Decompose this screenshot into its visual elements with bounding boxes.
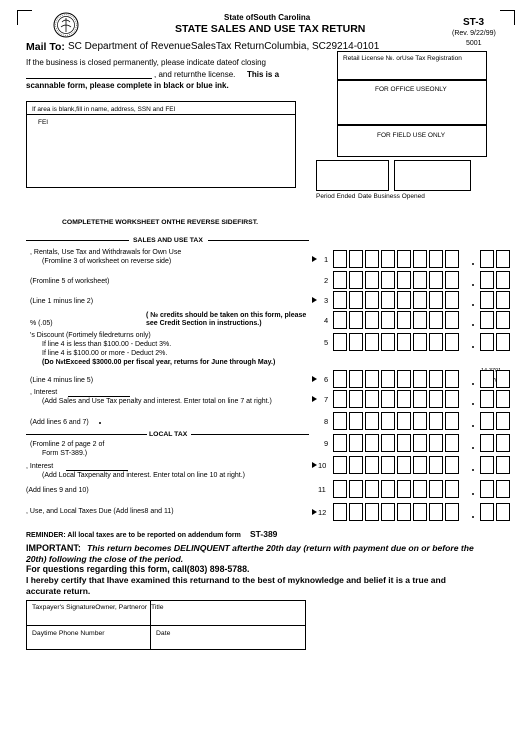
- digit-cell[interactable]: [480, 333, 494, 351]
- local-rule-left: [26, 434, 147, 435]
- line5-sub2: If line 4 is $100.00 or more - Deduct 2%.: [42, 350, 168, 357]
- line12-decimal-point: [472, 516, 474, 518]
- address-box-divider: [26, 114, 296, 115]
- digit-cell[interactable]: [381, 412, 395, 430]
- line7-sub: (Add Sales and Use Tax penalty and interest. Enter total on line 7 at right.): [42, 398, 272, 405]
- line7-decimal-point: [472, 403, 474, 405]
- line5-sub3: (Do №tExceed $3000.00 per fiscal year, returns for June through May.): [42, 359, 276, 366]
- digit-cell[interactable]: [480, 390, 494, 408]
- digit-cell[interactable]: [381, 434, 395, 452]
- phone-label: Daytime Phone Number: [32, 630, 105, 637]
- digit-cell[interactable]: [445, 333, 459, 351]
- digit-cell[interactable]: [365, 412, 379, 430]
- digit-cell[interactable]: [445, 271, 459, 289]
- line1-number: 1: [324, 255, 329, 264]
- line4-decimal-point: [472, 324, 474, 326]
- line10-dollars-field[interactable]: [333, 456, 461, 474]
- period-ended-label: Period Ended: [316, 193, 356, 200]
- digit-cell[interactable]: [349, 456, 363, 474]
- line8-bullet: [99, 422, 101, 424]
- local-rule-right: [191, 434, 309, 435]
- line4-note1: ( № credits should be taken on this form, please: [146, 312, 307, 319]
- digit-cell[interactable]: [349, 271, 363, 289]
- digit-cell[interactable]: [381, 311, 395, 329]
- line9-text: (Fromline 2 of page 2 of: [30, 441, 105, 448]
- digit-cell[interactable]: [397, 434, 411, 452]
- digit-cell[interactable]: [413, 434, 427, 452]
- line4-dollars-field[interactable]: [333, 311, 461, 329]
- digit-cell[interactable]: [480, 412, 494, 430]
- line6-cents-field[interactable]: [480, 370, 512, 388]
- line10-number: 10: [318, 461, 327, 470]
- line7-text: , Interest: [30, 389, 58, 396]
- digit-cell[interactable]: [496, 291, 510, 309]
- field-use-label: FOR FIELD USE ONLY: [377, 132, 446, 139]
- sales-use-heading: SALES AND USE TAX: [133, 237, 203, 244]
- digit-cell[interactable]: [413, 412, 427, 430]
- digit-cell[interactable]: [349, 390, 363, 408]
- digit-cell[interactable]: [349, 291, 363, 309]
- digit-cell[interactable]: [445, 311, 459, 329]
- digit-cell[interactable]: [333, 480, 347, 498]
- line3-cents-field[interactable]: [480, 291, 512, 309]
- digit-cell[interactable]: [381, 370, 395, 388]
- line5-number: 5: [324, 338, 329, 347]
- line9-dollars-field[interactable]: [333, 434, 461, 452]
- line3-arrow-icon: [312, 297, 317, 303]
- mail-to-label: Mail To:: [26, 41, 65, 53]
- digit-cell[interactable]: [496, 271, 510, 289]
- form-number: ST-3: [463, 17, 485, 28]
- certify-line2: accurate return.: [26, 586, 91, 596]
- sales-use-rule-right: [208, 240, 309, 241]
- line8-decimal-point: [472, 425, 474, 427]
- line7-dollars-field[interactable]: [333, 390, 461, 408]
- important-line2: 20th) following the close of the period.: [26, 554, 184, 564]
- digit-cell[interactable]: [349, 412, 363, 430]
- digit-cell[interactable]: [333, 271, 347, 289]
- digit-cell[interactable]: [429, 291, 443, 309]
- line11-cents-field[interactable]: [480, 480, 512, 498]
- line12-arrow-icon: [312, 509, 317, 515]
- line6-decimal-point: [472, 383, 474, 385]
- digit-cell[interactable]: [496, 456, 510, 474]
- digit-cell[interactable]: [413, 390, 427, 408]
- digit-cell[interactable]: [333, 311, 347, 329]
- digit-cell[interactable]: [365, 434, 379, 452]
- digit-cell[interactable]: [445, 503, 459, 521]
- digit-cell[interactable]: [445, 250, 459, 268]
- worksheet-note: COMPLETETHE WORKSHEET ONTHE REVERSE SIDEFIRST.: [62, 219, 258, 226]
- line6-dollars-field[interactable]: [333, 370, 461, 388]
- digit-cell[interactable]: [496, 333, 510, 351]
- important-label: IMPORTANT:: [26, 543, 81, 553]
- digit-cell[interactable]: [445, 412, 459, 430]
- line12-text: , Use, and Local Taxes Due (Add lines8 and 11): [26, 508, 174, 515]
- digit-cell[interactable]: [333, 503, 347, 521]
- digit-cell[interactable]: [397, 480, 411, 498]
- line11-dollars-field[interactable]: [333, 480, 461, 498]
- corner-mark-top-right: [500, 10, 515, 25]
- line9-sub: Form ST-389.): [42, 450, 88, 457]
- state-name: State ofSouth Carolina: [224, 13, 311, 22]
- digit-cell[interactable]: [333, 434, 347, 452]
- line3-dollars-field[interactable]: [333, 291, 461, 309]
- digit-cell[interactable]: [397, 412, 411, 430]
- digit-cell[interactable]: [429, 390, 443, 408]
- line6-text: (Line 4 minus line 5): [30, 377, 94, 384]
- digit-cell[interactable]: [413, 311, 427, 329]
- digit-cell[interactable]: [429, 370, 443, 388]
- digit-cell[interactable]: [397, 250, 411, 268]
- line11-number: 11: [318, 485, 326, 494]
- corner-mark-top-left: [17, 10, 32, 25]
- line10-cents-field[interactable]: [480, 456, 512, 474]
- closing-date-line[interactable]: [26, 78, 152, 79]
- digit-cell[interactable]: [496, 412, 510, 430]
- digit-cell[interactable]: [413, 370, 427, 388]
- digit-cell[interactable]: [349, 311, 363, 329]
- digit-cell[interactable]: [496, 390, 510, 408]
- digit-cell[interactable]: [349, 480, 363, 498]
- digit-cell[interactable]: [365, 456, 379, 474]
- digit-cell[interactable]: [397, 503, 411, 521]
- digit-cell[interactable]: [333, 291, 347, 309]
- office-use-label: FOR OFFICE USEONLY: [375, 86, 447, 93]
- digit-cell[interactable]: [496, 503, 510, 521]
- digit-cell[interactable]: [496, 250, 510, 268]
- digit-cell[interactable]: [365, 311, 379, 329]
- digit-cell[interactable]: [349, 503, 363, 521]
- signature-label: Taxpayer's SignatureOwner, Partneror: [32, 604, 148, 611]
- digit-cell[interactable]: [365, 333, 379, 351]
- fei-label: FEI: [38, 119, 49, 126]
- line3-text: (Line 1 minus line 2): [30, 298, 94, 305]
- digit-cell[interactable]: [413, 291, 427, 309]
- digit-cell[interactable]: [413, 480, 427, 498]
- line10-text: , Interest: [26, 463, 54, 470]
- digit-cell[interactable]: [429, 503, 443, 521]
- digit-cell[interactable]: [381, 291, 395, 309]
- digit-cell[interactable]: [429, 333, 443, 351]
- digit-cell[interactable]: [445, 480, 459, 498]
- line8-number: 8: [324, 417, 329, 426]
- digit-cell[interactable]: [480, 434, 494, 452]
- reminder-form: ST-389: [250, 529, 278, 539]
- line7-arrow-icon: [312, 396, 317, 402]
- digit-cell[interactable]: [445, 456, 459, 474]
- digit-cell[interactable]: [333, 412, 347, 430]
- line11-text: (Add lines 9 and 10): [26, 487, 89, 494]
- form-title: STATE SALES AND USE TAX RETURN: [175, 23, 366, 35]
- line12-dollars-field[interactable]: [333, 503, 461, 521]
- line1-dollars-field[interactable]: [333, 250, 461, 268]
- line8-cents-field[interactable]: [480, 412, 512, 430]
- title-label: Title: [151, 604, 164, 611]
- digit-cell[interactable]: [381, 503, 395, 521]
- line8-dollars-field[interactable]: [333, 412, 461, 430]
- digit-cell[interactable]: [381, 480, 395, 498]
- digit-cell[interactable]: [429, 480, 443, 498]
- digit-cell[interactable]: [365, 480, 379, 498]
- digit-cell[interactable]: [397, 291, 411, 309]
- digit-cell[interactable]: [397, 456, 411, 474]
- digit-cell[interactable]: [365, 271, 379, 289]
- business-opened-label: Date Business Opened: [358, 193, 425, 200]
- digit-cell[interactable]: [480, 456, 494, 474]
- digit-cell[interactable]: [349, 250, 363, 268]
- digit-cell[interactable]: [413, 456, 427, 474]
- line2-cents-field[interactable]: [480, 271, 512, 289]
- digit-cell[interactable]: [413, 271, 427, 289]
- business-opened-box[interactable]: [394, 160, 471, 191]
- line4-note2: see Credit Section in instructions.): [146, 320, 262, 327]
- digit-cell[interactable]: [429, 456, 443, 474]
- digit-cell[interactable]: [365, 503, 379, 521]
- digit-cell[interactable]: [429, 250, 443, 268]
- line12-number: 12: [318, 508, 327, 517]
- digit-cell[interactable]: [381, 271, 395, 289]
- line6-arrow-icon: [312, 376, 317, 382]
- line2-number: 2: [324, 276, 329, 285]
- line2-dollars-field[interactable]: [333, 271, 461, 289]
- digit-cell[interactable]: [480, 503, 494, 521]
- digit-cell[interactable]: [496, 434, 510, 452]
- line1-sub: (Fromline 3 of worksheet on reverse side): [42, 258, 172, 265]
- line5-cents-field[interactable]: [480, 333, 512, 351]
- digit-cell[interactable]: [381, 390, 395, 408]
- digit-cell[interactable]: [365, 370, 379, 388]
- line3-number: 3: [324, 296, 329, 305]
- line1-decimal-point: [472, 263, 474, 265]
- digit-cell[interactable]: [349, 370, 363, 388]
- line9-number: 9: [324, 439, 329, 448]
- field-use-box: [337, 125, 487, 157]
- line1-cents-field[interactable]: [480, 250, 512, 268]
- line6-number: 6: [324, 375, 329, 384]
- certify-line1: I hereby certify that Ihave examined this returnand to the best of myknowledge and belief it is a true and: [26, 575, 446, 585]
- line7-number: 7: [324, 395, 329, 404]
- digit-cell[interactable]: [480, 291, 494, 309]
- license-label: Retail License №. orUse Tax Registration: [343, 55, 462, 62]
- digit-cell[interactable]: [429, 412, 443, 430]
- sales-use-rule-left: [26, 240, 129, 241]
- important-line1: This return becomes DELINQUENT afterthe 20th day (return with payment due on or before the: [87, 543, 474, 553]
- digit-cell[interactable]: [333, 456, 347, 474]
- digit-cell[interactable]: [496, 370, 510, 388]
- reminder-text: REMINDER: All local taxes are to be reported on addendum form: [26, 532, 241, 539]
- intro-line2: , and returnthe license.: [154, 70, 236, 79]
- form-code: 5001: [466, 40, 482, 47]
- digit-cell[interactable]: [496, 311, 510, 329]
- line5-decimal-point: [472, 346, 474, 348]
- digit-cell[interactable]: [397, 333, 411, 351]
- line5-dollars-field[interactable]: [333, 333, 461, 351]
- line10-decimal-point: [472, 469, 474, 471]
- intro-line1: If the business is closed permanently, please indicate dateof closing: [26, 58, 266, 67]
- digit-cell[interactable]: [365, 250, 379, 268]
- digit-cell[interactable]: [480, 311, 494, 329]
- line2-decimal-point: [472, 284, 474, 286]
- line11-decimal-point: [472, 493, 474, 495]
- line8-text: (Add lines 6 and 7): [30, 419, 89, 426]
- line4-number: 4: [324, 316, 329, 325]
- digit-cell[interactable]: [445, 291, 459, 309]
- digit-cell[interactable]: [381, 333, 395, 351]
- line2-text: (Fromline 5 of worksheet): [30, 278, 110, 285]
- digit-cell[interactable]: [445, 370, 459, 388]
- date-label: Date: [156, 630, 171, 637]
- form-revision: (Rev. 9/22/99): [452, 30, 496, 37]
- period-ended-box[interactable]: [316, 160, 389, 191]
- digit-cell[interactable]: [333, 390, 347, 408]
- line3-decimal-point: [472, 304, 474, 306]
- digit-cell[interactable]: [480, 370, 494, 388]
- digit-cell[interactable]: [413, 250, 427, 268]
- digit-cell[interactable]: [381, 250, 395, 268]
- address-box-label: If area is blank,fill in name, address, SSN and FEI: [32, 106, 176, 113]
- digit-cell[interactable]: [333, 333, 347, 351]
- digit-cell[interactable]: [397, 390, 411, 408]
- digit-cell[interactable]: [429, 271, 443, 289]
- questions-text: For questions regarding this form, call(803) 898-5788.: [26, 564, 250, 574]
- intro-line3: scannable form, please complete in black or blue ink.: [26, 81, 229, 90]
- digit-cell[interactable]: [365, 291, 379, 309]
- digit-cell[interactable]: [496, 480, 510, 498]
- digit-cell[interactable]: [429, 434, 443, 452]
- digit-cell[interactable]: [381, 456, 395, 474]
- digit-cell[interactable]: [429, 311, 443, 329]
- digit-cell[interactable]: [349, 333, 363, 351]
- line5-sub1: If line 4 is less than $100.00 - Deduct 3%.: [42, 341, 172, 348]
- date-field[interactable]: [151, 626, 305, 649]
- digit-cell[interactable]: [413, 503, 427, 521]
- digit-cell[interactable]: [365, 390, 379, 408]
- line5-text: 's Discount (Fortimely filedreturns only): [30, 332, 151, 339]
- line9-cents-field[interactable]: [480, 434, 512, 452]
- digit-cell[interactable]: [333, 370, 347, 388]
- line4-text: % (.05): [30, 320, 53, 327]
- line10-sub: (Add Local Taxpenalty and interest. Enter total on line 10 at right.): [42, 472, 245, 479]
- digit-cell[interactable]: [445, 390, 459, 408]
- digit-cell[interactable]: [480, 250, 494, 268]
- line4-cents-field[interactable]: [480, 311, 512, 329]
- mail-to-address: SC Department of RevenueSalesTax ReturnColumbia, SC29214-0101: [68, 41, 380, 52]
- line12-cents-field[interactable]: [480, 503, 512, 521]
- digit-cell[interactable]: [397, 311, 411, 329]
- digit-cell[interactable]: [445, 434, 459, 452]
- line1-text: , Rentals, Use Tax and Withdrawals for Own Use: [30, 249, 182, 256]
- digit-cell[interactable]: [480, 271, 494, 289]
- line7-cents-field[interactable]: [480, 390, 512, 408]
- intro-line2-bold: This is a: [247, 70, 280, 79]
- digit-cell[interactable]: [480, 480, 494, 498]
- digit-cell[interactable]: [397, 370, 411, 388]
- digit-cell[interactable]: [413, 333, 427, 351]
- state-seal-icon: [53, 12, 79, 38]
- line9-decimal-point: [472, 447, 474, 449]
- line10-arrow-icon: [312, 462, 317, 468]
- line1-arrow-icon: [312, 256, 317, 262]
- digit-cell[interactable]: [349, 434, 363, 452]
- digit-cell[interactable]: [397, 271, 411, 289]
- title-field[interactable]: [151, 601, 305, 624]
- local-heading: LOCAL TAX: [149, 431, 188, 438]
- digit-cell[interactable]: [333, 250, 347, 268]
